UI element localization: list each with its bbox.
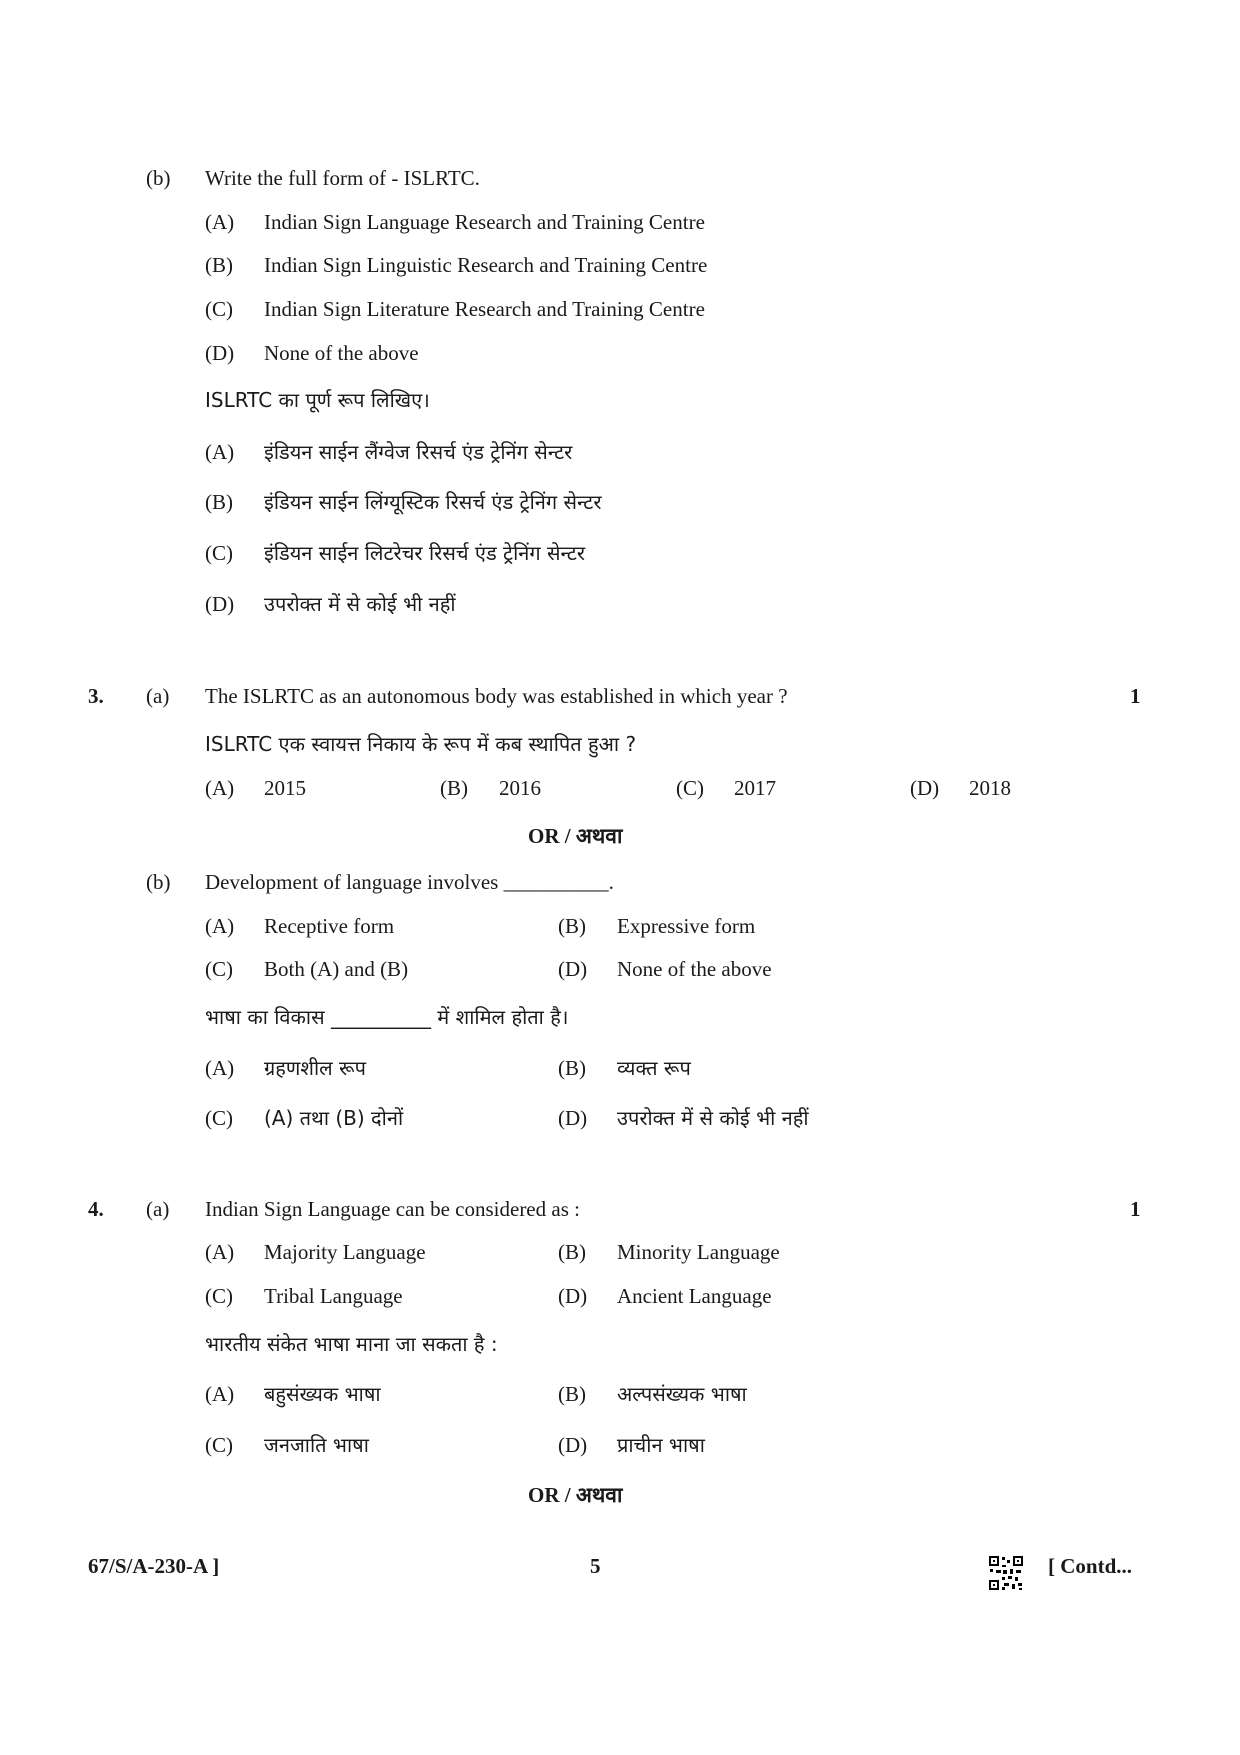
q3b-question-hi: भाषा का विकास __________ में शामिल होता है। — [205, 1005, 569, 1029]
q2b-option-label: (A) — [205, 210, 235, 234]
q4a-question-en: Indian Sign Language can be considered as : — [205, 1197, 580, 1221]
q2b-option-hi-label: (A) — [205, 440, 235, 464]
q3a-option-text: 2016 — [499, 776, 541, 800]
footer-paper-code: 67/S/A-230-A ] — [88, 1554, 220, 1578]
q3b-option-hi-label: (A) — [205, 1056, 235, 1080]
q2b-option-hi-label: (C) — [205, 541, 233, 565]
q4a-option-text: Tribal Language — [264, 1284, 403, 1308]
q3b-option-label: (B) — [558, 914, 586, 938]
q2b-option-hi-label: (B) — [205, 490, 233, 514]
q4a-option-label: (C) — [205, 1284, 233, 1308]
q3b-option-hi-label: (D) — [558, 1106, 588, 1130]
q3a-option-text: 2015 — [264, 776, 306, 800]
q3b-option-hi-label: (C) — [205, 1106, 233, 1130]
q4a-option-text: Minority Language — [617, 1240, 780, 1264]
q4a-option-hi-label: (A) — [205, 1382, 235, 1406]
q4a-label: (a) — [146, 1197, 170, 1221]
q3b-option-hi-text: ग्रहणशील रूप — [264, 1056, 366, 1080]
q4-number: 4. — [88, 1197, 104, 1221]
q2b-option-text: Indian Sign Linguistic Research and Training Centre — [264, 253, 708, 277]
q3-or-separator: OR / अथवा — [528, 824, 623, 848]
q3a-option-label: (D) — [910, 776, 940, 800]
q3b-option-label: (D) — [558, 957, 588, 981]
q3-marks: 1 — [1130, 684, 1141, 708]
q2b-option-hi-text: इंडियन साईन लिंग्यूस्टिक रिसर्च एंड ट्रेनिंग सेन्टर — [264, 490, 602, 514]
q2b-option-hi-label: (D) — [205, 592, 235, 616]
q4a-option-label: (B) — [558, 1240, 586, 1264]
qr-code-icon — [988, 1555, 1024, 1591]
q2b-option-text: Indian Sign Language Research and Training Centre — [264, 210, 705, 234]
q2b-option-label: (D) — [205, 341, 235, 365]
q3b-question-en: Development of language involves __________. — [205, 870, 614, 894]
q3b-option-label: (A) — [205, 914, 235, 938]
q4a-option-hi-label: (D) — [558, 1433, 588, 1457]
q2b-option-label: (B) — [205, 253, 233, 277]
q3b-option-text: None of the above — [617, 957, 772, 981]
q4a-option-text: Ancient Language — [617, 1284, 772, 1308]
q4a-question-hi: भारतीय संकेत भाषा माना जा सकता है : — [205, 1332, 498, 1356]
q3b-option-hi-text: व्यक्त रूप — [617, 1056, 691, 1080]
q4-marks: 1 — [1130, 1197, 1141, 1221]
q3a-question-hi: ISLRTC एक स्वायत्त निकाय के रूप में कब स्थापित हुआ ? — [205, 732, 637, 756]
q4a-option-hi-label: (B) — [558, 1382, 586, 1406]
footer-page-number: 5 — [590, 1554, 601, 1578]
q3a-option-label: (C) — [676, 776, 704, 800]
q3b-option-hi-text: (A) तथा (B) दोनों — [264, 1106, 404, 1130]
q4a-option-text: Majority Language — [264, 1240, 426, 1264]
q3a-option-text: 2017 — [734, 776, 776, 800]
q3a-label: (a) — [146, 684, 170, 708]
q3b-option-text: Expressive form — [617, 914, 756, 938]
q4a-option-label: (A) — [205, 1240, 235, 1264]
q2b-option-hi-text: इंडियन साईन लिटरेचर रिसर्च एंड ट्रेनिंग सेन्टर — [264, 541, 586, 565]
q3b-label: (b) — [146, 870, 171, 894]
q3a-option-label: (A) — [205, 776, 235, 800]
q2b-option-text: Indian Sign Literature Research and Training Centre — [264, 297, 705, 321]
q4a-option-hi-label: (C) — [205, 1433, 233, 1457]
q4a-option-hi-text: प्राचीन भाषा — [617, 1433, 705, 1457]
q2b-option-hi-text: उपरोक्त में से कोई भी नहीं — [264, 592, 456, 616]
q2b-option-text: None of the above — [264, 341, 419, 365]
q2b-question-hi: ISLRTC का पूर्ण रूप लिखिए। — [205, 388, 430, 412]
q2b-option-hi-text: इंडियन साईन लैंग्वेज रिसर्च एंड ट्रेनिंग सेन्टर — [264, 440, 573, 464]
q3-number: 3. — [88, 684, 104, 708]
q3b-option-label: (C) — [205, 957, 233, 981]
q2b-question-en: Write the full form of - ISLRTC. — [205, 166, 480, 190]
q4a-option-hi-text: बहुसंख्यक भाषा — [264, 1382, 381, 1406]
q3b-option-hi-text: उपरोक्त में से कोई भी नहीं — [617, 1106, 809, 1130]
q3b-option-hi-label: (B) — [558, 1056, 586, 1080]
footer-contd: [ Contd... — [1048, 1554, 1133, 1578]
q4a-option-hi-text: अल्पसंख्यक भाषा — [617, 1382, 747, 1406]
q3b-option-text: Receptive form — [264, 914, 395, 938]
q2b-option-label: (C) — [205, 297, 233, 321]
q3a-option-label: (B) — [440, 776, 468, 800]
q3a-question-en: The ISLRTC as an autonomous body was established in which year ? — [205, 684, 788, 708]
q4a-option-label: (D) — [558, 1284, 588, 1308]
q4-or-separator: OR / अथवा — [528, 1483, 623, 1507]
q2b-label: (b) — [146, 166, 171, 190]
q3b-option-text: Both (A) and (B) — [264, 957, 409, 981]
q4a-option-hi-text: जनजाति भाषा — [264, 1433, 369, 1457]
q3a-option-text: 2018 — [969, 776, 1011, 800]
